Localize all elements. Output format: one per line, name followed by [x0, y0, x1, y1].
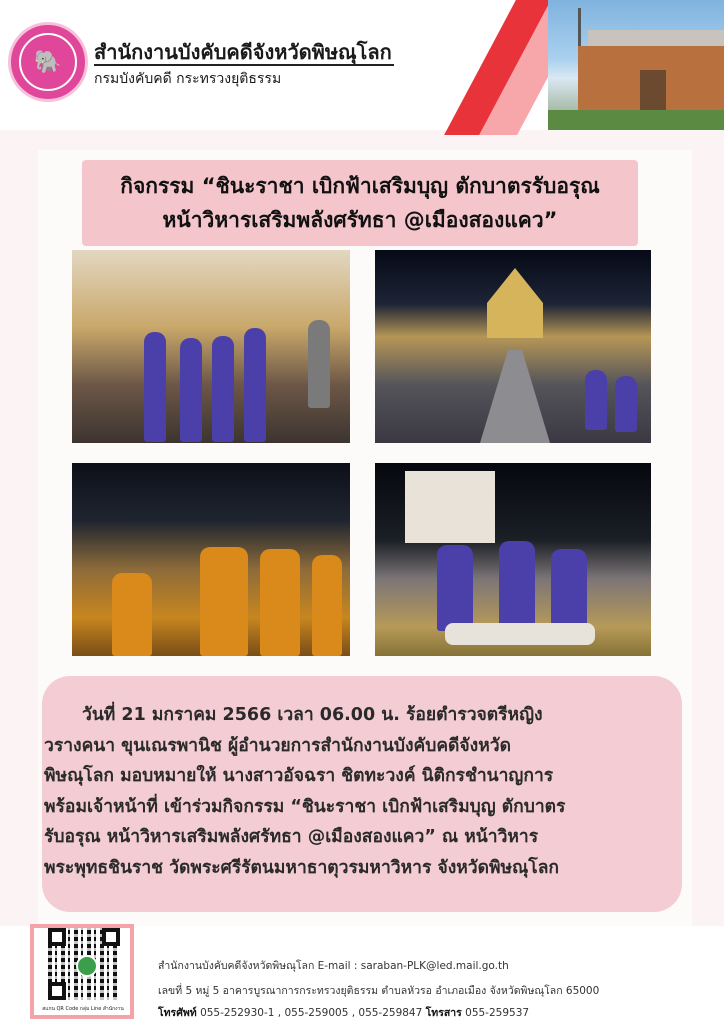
title-line-2: หน้าวิหารเสริมพลังศรัทธา @เมืองสองแคว”: [162, 208, 558, 232]
description-text: [44, 700, 684, 883]
office-building-photo: [548, 0, 724, 130]
description-line: พิษณุโลก มอบหมายให้ นางสาวอัจฉรา ชิตทะวงค์ นิติกรชำนาญการ: [44, 766, 554, 786]
phone-label: โทรศัพท์: [158, 1007, 197, 1019]
title-line-1: กิจกรรม “ชินะราชา เบิกฟ้าเสริมบุญ ตักบาตรรับอรุณ: [120, 174, 600, 198]
elephant-icon: 🐘: [19, 33, 77, 91]
qr-caption: สแกน QR Code กลุ่ม Line สำนักงาน: [42, 1006, 124, 1012]
photo-staff-in-front-of-temple: [72, 250, 350, 443]
line-logo-icon: [76, 955, 98, 977]
footer-contact-email: สำนักงานบังคับคดีจังหวัดพิษณุโลก E-mail : saraban-PLK@led.mail.go.th: [158, 960, 509, 972]
photo-monks-alms-round: [72, 463, 350, 656]
description-line: พร้อมเจ้าหน้าที่ เข้าร่วมกิจกรรม “ชินะราชา เบิกฟ้าเสริมบุญ ตักบาตร: [44, 796, 566, 817]
description-line: รับอรุณ หน้าวิหารเสริมพลังศรัทธา @เมืองสองแคว” ณ หน้าวิหาร: [44, 827, 539, 847]
description-line: วันที่ 21 มกราคม 2566 เวลา 06.00 น. ร้อยตำรวจตรีหญิง: [82, 705, 543, 725]
photo-temple-walkway-at-dawn: [375, 250, 651, 443]
header-divider: [94, 64, 394, 66]
org-name: สำนักงานบังคับคดีจังหวัดพิษณุโลก: [94, 40, 392, 64]
footer-address: เลขที่ 5 หมู่ 5 อาคารบูรณาการกระทรวงยุติธรรม ตำบลหัวรอ อำเภอเมือง จังหวัดพิษณุโลก 65000: [158, 985, 600, 997]
dept-name: กรมบังคับคดี กระทรวงยุติธรรม: [94, 71, 282, 87]
department-seal-logo: [8, 22, 88, 102]
description-line: พระพุทธชินราช วัดพระศรีรัตนมหาธาตุวรมหาวิหาร จังหวัดพิษณุโลก: [44, 857, 560, 878]
fax-value: 055-259537: [465, 1007, 530, 1019]
footer-phones: [158, 1004, 529, 1021]
photo-staff-with-offerings: [375, 463, 651, 656]
description-line: วรางคนา ขุนเณรพานิช ผู้อำนวยการสำนักงานบังคับคดีจังหวัด: [44, 735, 511, 756]
phone-value: 055-252930-1 , 055-259005 , 055-259847: [200, 1007, 423, 1019]
fax-label: โทรสาร: [425, 1007, 462, 1019]
